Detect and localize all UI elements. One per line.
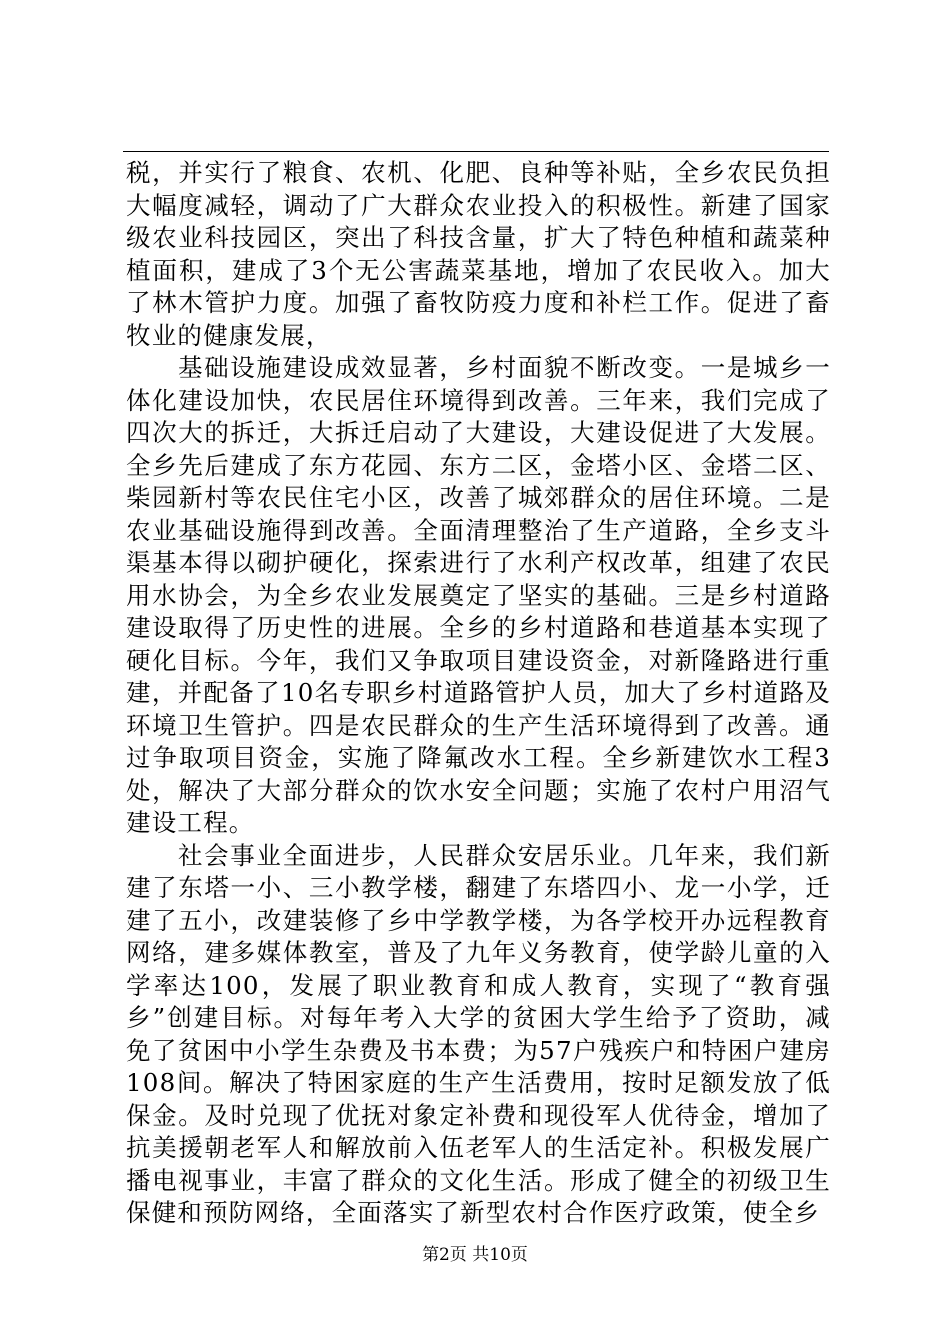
page-footer	[0, 1244, 950, 1266]
header-rule	[123, 151, 829, 152]
document-body	[126, 157, 831, 1230]
paragraph-agriculture: 税，并实行了粮食、农机、化肥、良种等补贴，全乡农民负担大幅度减轻，调动了广大群众农业投入的积极性。新建了国家级农业科技园区，突出了科技含量，扩大了特色种植和蔬菜种植面积，建成了3个无公害蔬菜基地，增加了农民收入。加大了林木管护力度。加强了畜牧防疫力度和补栏工作。促进了畜牧业的健康发展，	[126, 158, 831, 350]
paragraph-social-affairs: 社会事业全面进步，人民群众安居乐业。几年来，我们新建了东塔一小、三小教学楼，翻建了东塔四小、龙一小学，迁建了五小，改建装修了乡中学教学楼，为各学校开办远程教育网络，建多媒体教室，普及了九年义务教育，使学龄儿童的入学率达100，发展了职业教育和成人教育，实现了“教育强乡”创建目标。对每年考入大学的贫困大学生给予了资助，减免了贫困中小学生杂费及书本费；为57户残疾户和特困户建房108间。解决了特困家庭的生产生活费用，按时足额发放了低保金。及时兑现了优抚对象定补费和现役军人优待金，增加了抗美援朝老军人和解放前入伍老军人的生活定补。积极发展广播电视事业，丰富了群众的文化生活。形成了健全的初级卫生保健和预防网络，全面落实了新型农村合作医疗政策，使全乡	[126, 840, 831, 1227]
page-number-label: 第2页 共10页	[422, 1245, 528, 1265]
paragraph-infrastructure: 基础设施建设成效显著，乡村面貌不断改变。一是城乡一体化建设加快，农民居住环境得到改善。三年来，我们完成了四次大的拆迁，大拆迁启动了大建设，大建设促进了大发展。全乡先后建成了东方花园、东方二区，金塔小区、金塔二区、柴园新村等农民住宅小区，改善了城郊群众的居住环境。二是农业基础设施得到改善。全面清理整治了生产道路，全乡支斗渠基本得以砌护硬化，探索进行了水利产权改革，组建了农民用水协会，为全乡农业发展奠定了坚实的基础。三是乡村道路建设取得了历史性的进展。全乡的乡村道路和巷道基本实现了硬化目标。今年，我们又争取项目建设资金，对新隆路进行重建，并配备了10名专职乡村道路管护人员，加大了乡村道路及环境卫生管护。四是农民群众的生产生活环境得到了改善。通过争取项目资金，实施了降氟改水工程。全乡新建饮水工程3处，解决了大部分群众的饮水安全问题；实施了农村户用沼气建设工程。	[126, 353, 831, 837]
